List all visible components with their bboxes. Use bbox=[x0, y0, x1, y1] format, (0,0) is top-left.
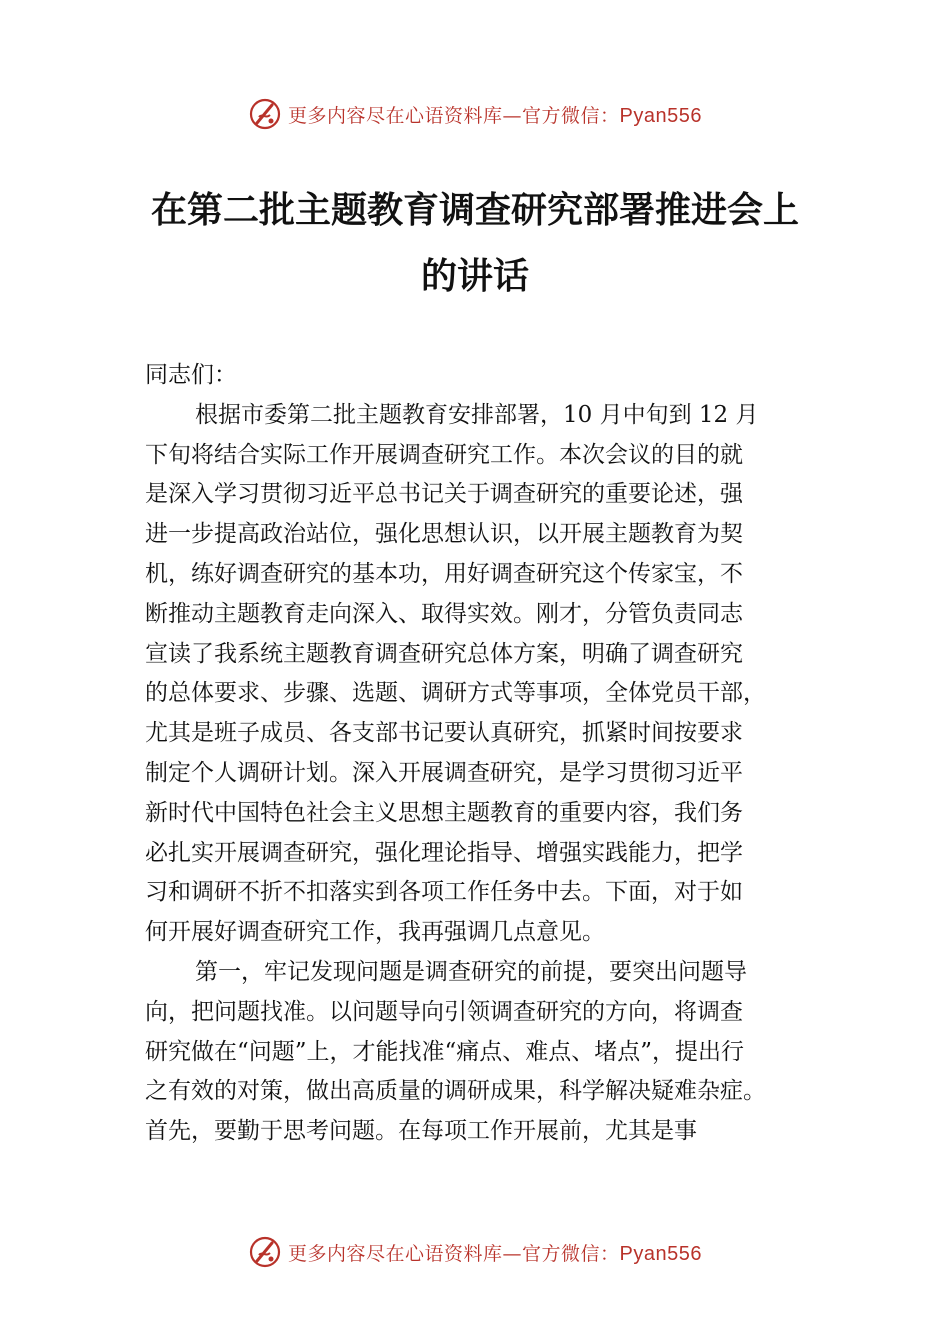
body-line: 研究做在“问题”上，才能找准“痛点、难点、堵点”，提出行 bbox=[145, 1038, 745, 1065]
banner-label: 更多内容尽在心语资料库—官方微信： bbox=[288, 1242, 620, 1265]
body-line: 根据市委第二批主题教育安排部署，10 月中旬到 12 月 bbox=[195, 401, 759, 428]
body-line: 宣读了我系统主题教育调查研究总体方案，明确了调查研究 bbox=[145, 640, 743, 667]
body-line: 断推动主题教育走向深入、取得实效。刚才，分管负责同志 bbox=[145, 600, 743, 627]
body-line: 首先，要勤于思考问题。在每项工作开展前，尤其是事 bbox=[145, 1118, 697, 1145]
brush-logo-icon bbox=[248, 1235, 282, 1269]
body-line: 同志们： bbox=[145, 362, 237, 388]
body-line: 何开展好调查研究工作，我再强调几点意见。 bbox=[145, 919, 605, 946]
body-line: 下旬将结合实际工作开展调查研究工作。本次会议的目的就 bbox=[145, 441, 743, 468]
banner-label: 更多内容尽在心语资料库—官方微信： bbox=[288, 104, 620, 127]
document-body bbox=[145, 356, 807, 1152]
body-line: 的总体要求、步骤、选题、调研方式等事项，全体党员干部， bbox=[145, 680, 766, 707]
body-line: 必扎实开展调查研究，强化理论指导、增强实践能力，把学 bbox=[145, 839, 743, 866]
header-banner bbox=[0, 96, 950, 132]
body-line: 新时代中国特色社会主义思想主题教育的重要内容，我们务 bbox=[145, 799, 743, 826]
body-line: 习和调研不折不扣落实到各项工作任务中去。下面，对于如 bbox=[145, 879, 743, 906]
document-title-line-2: 的讲话 bbox=[420, 255, 529, 297]
body-line: 之有效的对策，做出高质量的调研成果，科学解决疑难杂症。 bbox=[145, 1078, 766, 1105]
banner-handle: Pyan556 bbox=[619, 104, 702, 127]
body-line: 是深入学习贯彻习近平总书记关于调查研究的重要论述，强 bbox=[145, 481, 743, 508]
body-line: 进一步提高政治站位，强化思想认识，以开展主题教育为契 bbox=[145, 521, 743, 548]
body-line: 机，练好调查研究的基本功，用好调查研究这个传家宝，不 bbox=[145, 560, 743, 587]
body-line: 制定个人调研计划。深入开展调查研究，是学习贯彻习近平 bbox=[145, 759, 743, 786]
brush-logo-icon bbox=[248, 97, 282, 131]
body-line: 尤其是班子成员、各支部书记要认真研究，抓紧时间按要求 bbox=[145, 720, 743, 747]
body-line: 向，把问题找准。以问题导向引领调查研究的方向，将调查 bbox=[145, 998, 743, 1025]
banner-handle: Pyan556 bbox=[619, 1242, 702, 1265]
document-title-line-1: 在第二批主题教育调查研究部署推进会上 bbox=[150, 189, 799, 231]
body-line: 第一，牢记发现问题是调查研究的前提，要突出问题导 bbox=[195, 958, 747, 985]
banner-text bbox=[288, 101, 702, 128]
footer-banner bbox=[0, 1234, 950, 1270]
banner-text bbox=[288, 1239, 702, 1266]
